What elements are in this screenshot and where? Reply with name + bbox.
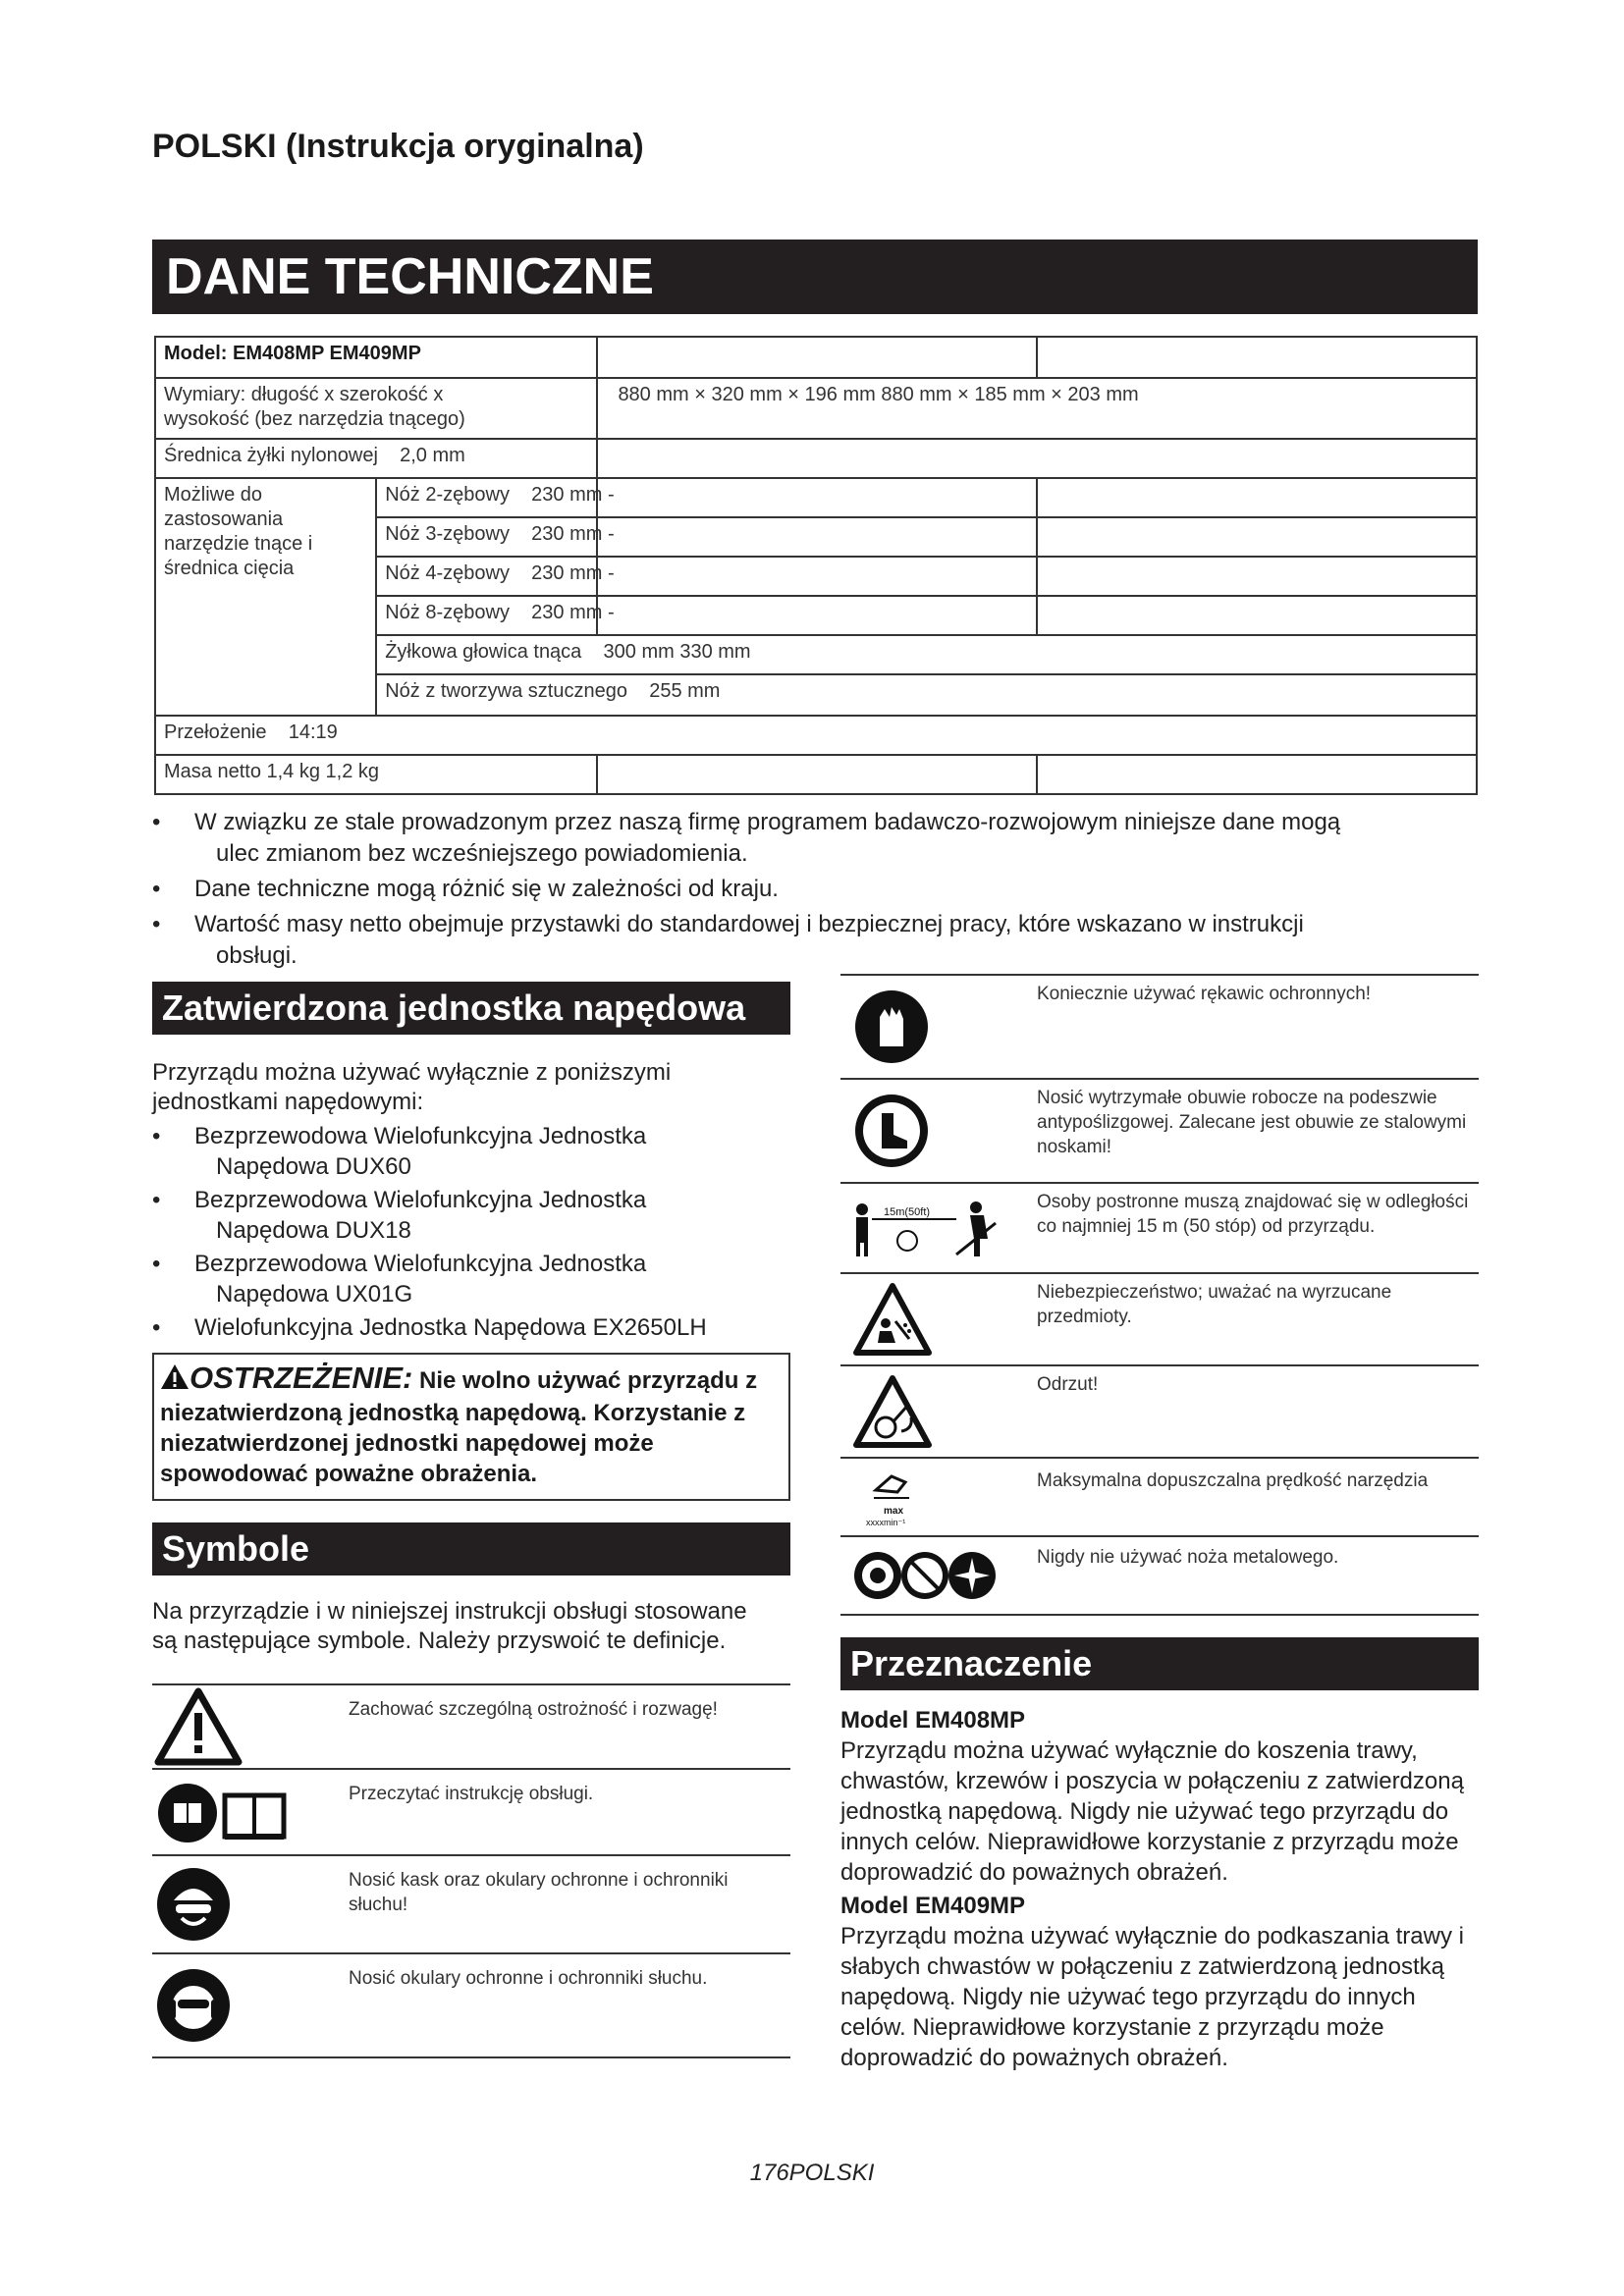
list-item: • Bezprzewodowa Wielofunkcyjna Jednostka Napędowa DUX18 <box>152 1185 790 1246</box>
symbols-heading: Symbole <box>152 1522 790 1575</box>
symbol-description: Niebezpieczeństwo; uważać na wyrzucane przedmioty. <box>1037 1282 1392 1327</box>
max-speed-icon <box>840 1459 1037 1535</box>
symbols-intro: Na przyrządzie i w niniejszej instrukcji obsługi stosowane są następujące symbole. Należy przyswoić te definicje. <box>152 1598 747 1654</box>
goggles-earmuffs-icon <box>152 1954 349 2056</box>
intended-use-heading: Przeznaczenie <box>840 1637 1479 1690</box>
symbol-description: Osoby postronne muszą znajdować się w odległości co najmniej 15 m (50 stóp) od przyrządu. <box>1037 1192 1469 1237</box>
symbol-row <box>152 1768 790 1854</box>
warning-icon <box>160 1363 189 1398</box>
symbols-table-right <box>840 974 1479 1616</box>
list-item: • Wielofunkcyjna Jednostka Napędowa EX2650LH <box>152 1312 790 1343</box>
note-item: • Dane techniczne mogą różnić się w zależności od kraju. <box>152 874 1478 905</box>
page-title: POLSKI (Instrukcja oryginalna) <box>152 128 644 165</box>
gloves-icon <box>840 976 1037 1078</box>
symbol-description: Przeczytać instrukcję obsługi. <box>349 1784 594 1804</box>
symbol-row <box>840 1366 1479 1459</box>
list-item: • Bezprzewodowa Wielofunkcyjna Jednostka Napędowa DUX60 <box>152 1121 790 1182</box>
no-metal-blade-icon <box>840 1537 1037 1614</box>
symbols-table-left <box>152 1683 790 2058</box>
model-description: Przyrządu można używać wyłącznie do koszenia trawy, chwastów, krzewów i poszycia w połączeniu z zatwierdzoną jednostką napędową. Nigdy nie używać tego przyrządu do innych celów. Nieprawidłowe korzystanie z przyrządu może doprowadzić do poważnych obrażeń. <box>840 1737 1464 1886</box>
distance-15m-icon <box>840 1184 1037 1272</box>
symbol-description: Maksymalna dopuszczalna prędkość narzędzia <box>1037 1470 1429 1491</box>
spec-tool: Żyłkowa głowica tnąca 300 mm 330 mm <box>376 635 1477 674</box>
page-footer: 176POLSKI <box>749 2160 875 2186</box>
spec-tool: Nóż 2-zębowy 230 mm - <box>376 478 597 517</box>
symbol-row <box>152 1952 790 2058</box>
approved-unit-intro: Przyrządu można używać wyłącznie z poniższymi jednostkami napędowymi: <box>152 1059 672 1115</box>
spec-model-row: Model: EM408MP EM409MP <box>155 337 597 378</box>
note-item: • Wartość masy netto obejmuje przystawki do standardowej i bezpiecznej pracy, które wskazano w instrukcji obsługi. <box>152 909 1478 972</box>
model-heading: Model EM408MP <box>840 1707 1026 1734</box>
symbol-row <box>840 1537 1479 1616</box>
kickback-icon <box>840 1366 1037 1457</box>
warning-text: Nie wolno używać przyrządu z niezatwierdzoną jednostką napędową. Korzystanie z niezatwierdzonej jednostki napędowej może spowodować poważne obrażenia. <box>160 1367 758 1487</box>
list-item: • Bezprzewodowa Wielofunkcyjna Jednostka Napędowa UX01G <box>152 1249 790 1309</box>
symbol-description: Koniecznie używać rękawic ochronnych! <box>1037 984 1372 1004</box>
intended-use-body <box>840 1706 1479 2073</box>
main-heading: DANE TECHNICZNE <box>152 240 1478 314</box>
symbol-row <box>840 1184 1479 1274</box>
symbol-description: Nosić kask oraz okulary ochronne i ochronniki słuchu! <box>349 1870 729 1915</box>
spec-dimensions-label: Wymiary: długość x szerokość x wysokość (bez narzędzia tnącego) <box>155 378 597 439</box>
spec-table <box>154 336 1478 795</box>
spec-tool: Nóż z tworzywa sztucznego 255 mm <box>376 674 1477 716</box>
symbol-description: Zachować szczególną ostrożność i rozwagę! <box>349 1699 718 1720</box>
approved-unit-list <box>152 1121 790 1343</box>
symbol-row <box>840 1459 1479 1537</box>
note-item: • W związku ze stale prowadzonym przez naszą firmę programem badawczo-rozwojowym niniejsze dane mogą ulec zmianom bez wcześniejszego powiadomienia. <box>152 807 1478 870</box>
symbol-description: Nosić okulary ochronne i ochronniki słuchu. <box>349 1968 708 1989</box>
symbol-row <box>840 976 1479 1080</box>
spec-tool: Nóż 3-zębowy 230 mm - <box>376 517 597 557</box>
spec-tool: Nóż 4-zębowy 230 mm - <box>376 557 597 596</box>
symbol-description: Odrzut! <box>1037 1374 1099 1395</box>
symbol-row <box>840 1274 1479 1366</box>
symbol-row <box>840 1080 1479 1184</box>
approved-unit-heading: Zatwierdzona jednostka napędowa <box>152 982 790 1035</box>
right-column <box>840 974 1479 2073</box>
spec-cutting-tools-label: Możliwe do zastosowania narzędzie tnące i średnica cięcia <box>155 478 376 716</box>
spec-gear-ratio: Przełożenie 14:19 <box>155 716 1477 755</box>
warning-word: OSTRZEŻENIE: <box>189 1361 413 1395</box>
symbol-description: Nigdy nie używać noża metalowego. <box>1037 1547 1339 1568</box>
max-speed-unit: xxxxmin⁻¹ <box>866 1518 906 1527</box>
safety-boots-icon <box>840 1080 1037 1182</box>
symbol-row <box>152 1683 790 1768</box>
spec-line-diameter: Średnica żyłki nylonowej 2,0 mm <box>155 439 597 478</box>
warning-box <box>152 1353 790 1501</box>
symbol-description: Nosić wytrzymałe obuwie robocze na podeszwie antypoślizgowej. Zalecane jest obuwie ze stalowymi noskami! <box>1037 1088 1467 1157</box>
left-column <box>152 982 790 2058</box>
model-description: Przyrządu można używać wyłącznie do podkaszania trawy i słabych chwastów w połączeniu z zatwierdzoną jednostką napędową. Nigdy nie używać tego przyrządu do innych celów. Nieprawidłowe korzystanie z przyrządu może doprowadzić do poważnych obrażeń. <box>840 1923 1464 2071</box>
symbol-row <box>152 1854 790 1952</box>
read-manual-icon <box>152 1770 349 1854</box>
distance-label: 15m(50ft) <box>884 1206 931 1218</box>
thrown-objects-icon <box>840 1274 1037 1364</box>
spec-tool: Nóż 8-zębowy 230 mm - <box>376 596 597 635</box>
spec-net-weight: Masa netto 1,4 kg 1,2 kg <box>155 755 597 794</box>
max-speed-label: max <box>884 1506 904 1517</box>
warning-triangle-icon <box>152 1685 349 1768</box>
spec-dimensions-value: 880 mm × 320 mm × 196 mm 880 mm × 185 mm × 203 mm <box>597 378 1477 439</box>
helmet-goggles-earmuffs-icon <box>152 1856 349 1952</box>
model-heading: Model EM409MP <box>840 1893 1026 1919</box>
spec-notes <box>152 807 1478 976</box>
